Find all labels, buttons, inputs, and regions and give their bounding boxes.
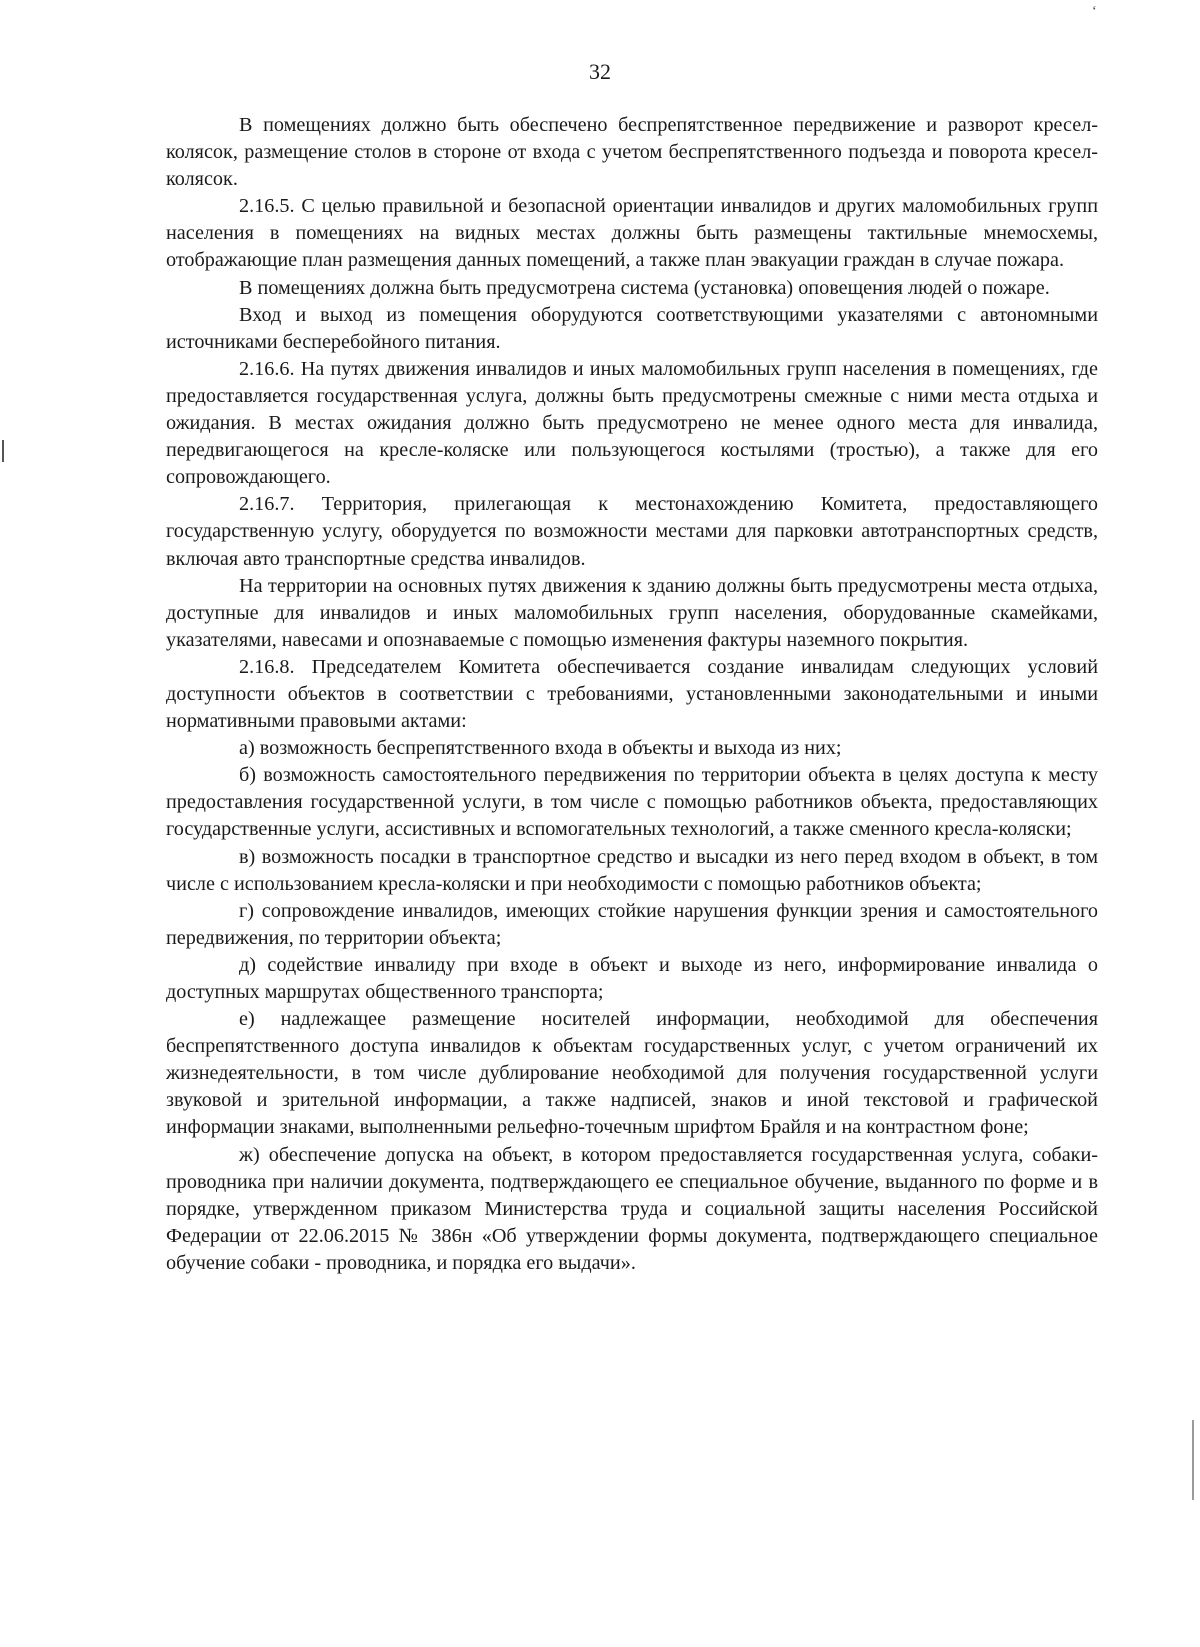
list-item: г) сопровождение инвалидов, имеющих стойкие нарушения функции зрения и самостоятельного передвижения, по территории объекта; bbox=[166, 899, 1098, 949]
scan-edge-mark-right bbox=[1192, 1420, 1194, 1500]
paragraph: 2.16.7. Территория, прилегающая к местонахождению Комитета, предоставляющего государственную услугу, оборудуется по возможности местами для парковки автотранспортных средств, включая авто транспортные средства инвалидов. bbox=[166, 493, 1098, 570]
list-item: а) возможность беспрепятственного входа в объекты и выхода из них; bbox=[239, 737, 842, 760]
list-item: б) возможность самостоятельного передвижения по территории объекта в целях доступа к месту предоставления государственной услуги, в том числе с помощью работников объекта, предоставляющих государственные услуги, ассистивных и вспомогательных технологий, а также сменного кресла-коляски; bbox=[166, 764, 1098, 841]
paragraph: 2.16.6. На путях движения инвалидов и иных маломобильных групп населения в помещениях, где предоставляется государственная услуга, должны быть предусмотрены смежные с ними места отдыха и ожидания. В местах ожидания должно быть предусмотрено не менее одного места для инвалида, передвигающегося на кресле-коляске или пользующегося костылями (тростью), а также для его сопровождающего. bbox=[166, 357, 1098, 489]
list-item: д) содействие инвалиду при входе в объект и выходе из него, информирование инвалида о доступных маршрутах общественного транспорта; bbox=[166, 953, 1098, 1003]
page-number: 32 bbox=[589, 59, 611, 84]
list-item: ж) обеспечение допуска на объект, в котором предоставляется государственная услуга, собаки-проводника при наличии документа, подтверждающего ее специальное обучение, выданного по форме и в порядке, утвержденном приказом Министерства труда и социальной защиты населения Российской Федерации от 22.06.2015 № 386н «Об утверждении формы документа, подтверждающего специальное обучение собаки - проводника, и порядка его выдачи». bbox=[166, 1143, 1098, 1274]
paragraph: В помещениях должна быть предусмотрена система (установка) оповещения людей о пожаре. bbox=[239, 276, 1050, 299]
paragraph: 2.16.5. С целью правильной и безопасной ориентации инвалидов и других маломобильных групп населения в помещениях на видных местах должны быть размещены тактильные мнемосхемы, отображающие план размещения данных помещений, а также план эвакуации граждан в случае пожара. bbox=[166, 195, 1098, 272]
paragraph: В помещениях должно быть обеспечено беспрепятственное передвижение и разворот кресел-колясок, размещение столов в стороне от входа с учетом беспрепятственного подъезда и поворота кресел-колясок. bbox=[166, 114, 1098, 191]
scan-corner-mark: ʻ bbox=[1092, 4, 1097, 19]
document-body bbox=[166, 112, 1098, 1277]
paragraph: На территории на основных путях движения к зданию должны быть предусмотрены места отдыха, доступные для инвалидов и иных маломобильных групп населения, оборудованные скамейками, указателями, навесами и опознаваемые с помощью изменения фактуры наземного покрытия. bbox=[166, 574, 1098, 651]
list-item: в) возможность посадки в транспортное средство и высадки из него перед входом в объект, в том числе с использованием кресла-коляски и при необходимости с помощью работников объекта; bbox=[166, 845, 1098, 895]
paragraph: 2.16.8. Председателем Комитета обеспечивается создание инвалидам следующих условий доступности объектов в соответствии с требованиями, установленными законодательными и иными нормативными правовыми актами: bbox=[166, 655, 1098, 733]
scan-edge-mark-left bbox=[2, 440, 4, 462]
list-item: е) надлежащее размещение носителей информации, необходимой для обеспечения беспрепятственного доступа инвалидов к объектам государственных услуг, с учетом ограничений их жизнедеятельности, в том числе дублирование необходимой для получения государственной услуги звуковой и зрительной информации, а также надписей, знаков и иной текстовой и графической информации знаками, выполненными рельефно-точечным шрифтом Брайля и на контрастном фоне; bbox=[166, 1008, 1098, 1139]
paragraph: Вход и выход из помещения оборудуются соответствующими указателями с автономными источниками бесперебойного питания. bbox=[166, 303, 1098, 353]
